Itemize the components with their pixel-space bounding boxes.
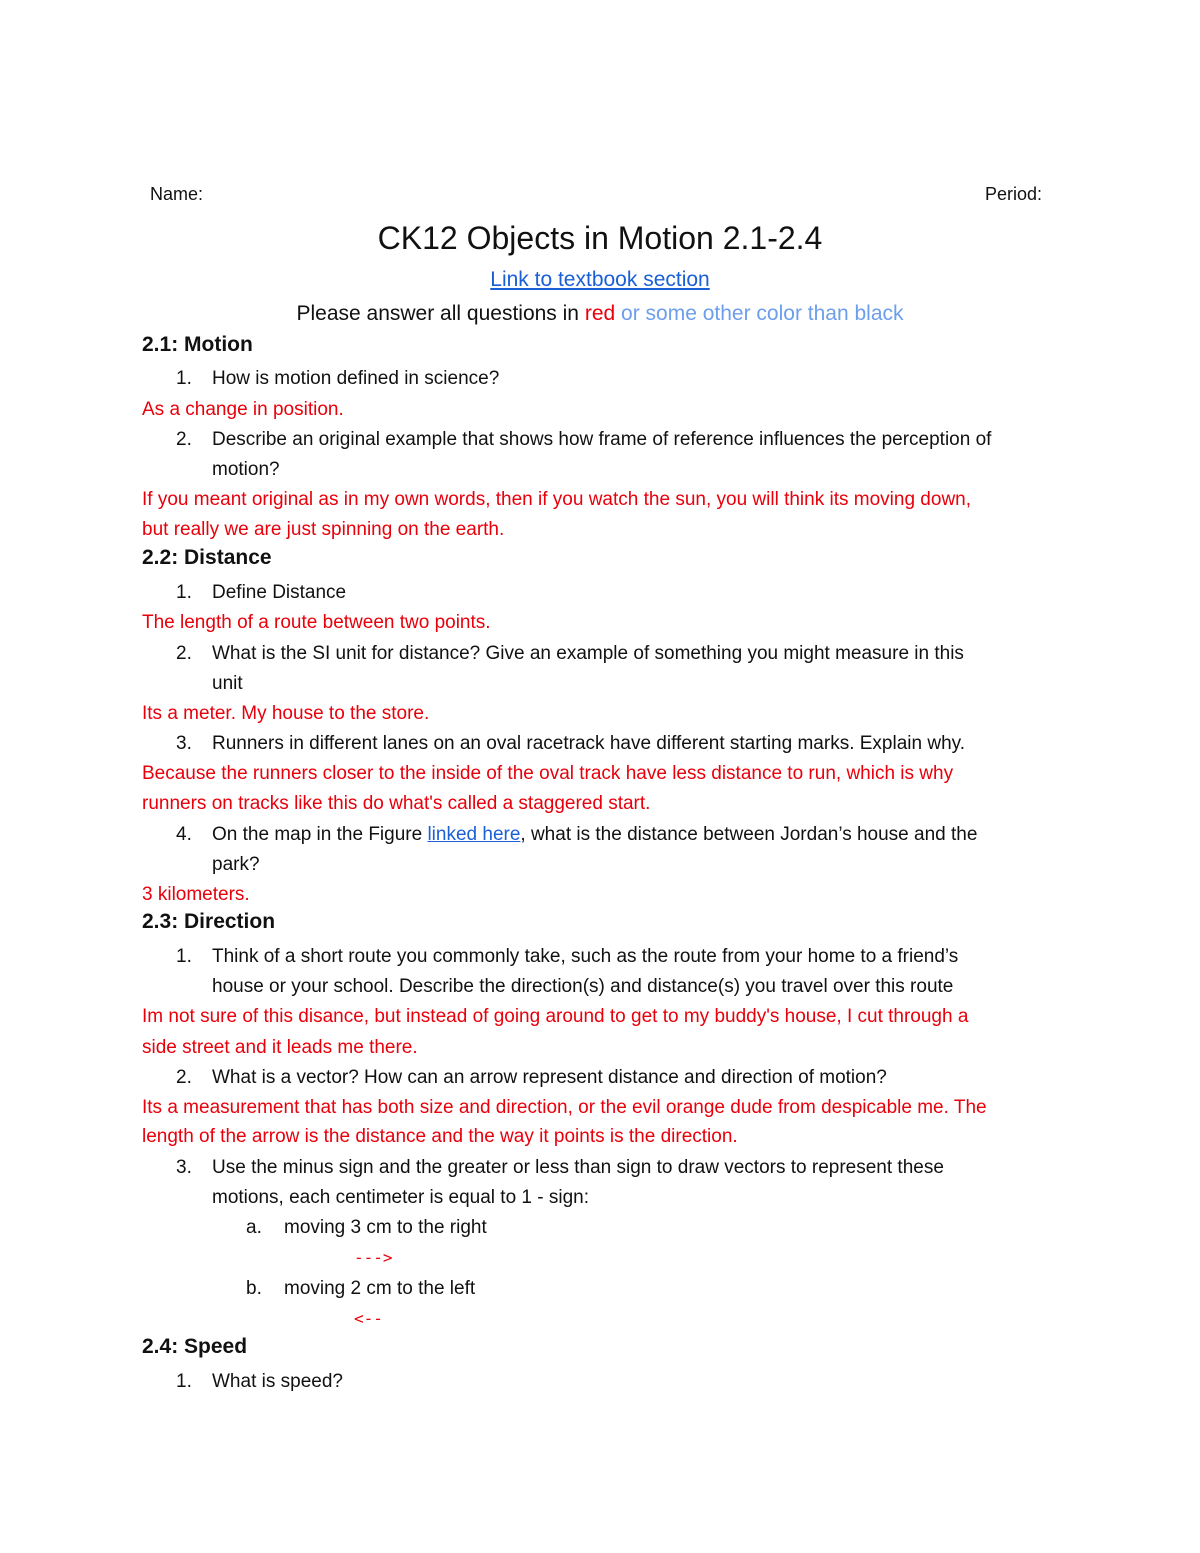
vector-answer-right: --->	[354, 1248, 393, 1267]
question-text-post: , what is the distance between Jordan’s house and the	[520, 824, 978, 845]
question-text-pre: On the map in the Figure	[212, 824, 428, 845]
answer-text: runners on tracks like this do what's called a staggered start.	[142, 793, 651, 814]
answer-text: 3 kilometers.	[142, 884, 250, 905]
question-number: 2.	[176, 429, 192, 450]
period-label: Period:	[985, 184, 1043, 204]
question-text: motions, each centimeter is equal to 1 - sign:	[212, 1187, 590, 1208]
instructions	[0, 299, 1200, 329]
question-number: 1.	[176, 946, 192, 967]
vector-answer-left: <--	[354, 1309, 383, 1328]
instructions-part1: Please answer all questions in	[296, 302, 585, 325]
answer-text: Its a measurement that has both size and direction, or the evil orange dude from despicable me. The	[142, 1097, 987, 1118]
question-text: unit	[212, 673, 243, 694]
answer-text: side street and it leads me there.	[142, 1037, 418, 1058]
question-text: house or your school. Describe the direction(s) and distance(s) you travel over this route	[212, 976, 954, 997]
instructions-red-word: red	[584, 302, 616, 325]
name-label: Name:	[150, 184, 204, 204]
question-text: What is a vector? How can an arrow represent distance and direction of motion?	[212, 1067, 887, 1088]
answer-text: The length of a route between two points.	[142, 612, 491, 633]
figure-link[interactable]: linked here	[427, 824, 521, 845]
question-number: 3.	[176, 733, 192, 754]
question-number: 4.	[176, 824, 192, 845]
question-text: Think of a short route you commonly take, such as the route from your home to a friend’s	[212, 946, 959, 967]
page-title: CK12 Objects in Motion 2.1-2.4	[377, 220, 823, 256]
section-heading-speed: 2.4: Speed	[142, 1335, 248, 1358]
section-heading-direction: 2.3: Direction	[142, 910, 276, 933]
subquestion-marker: b.	[246, 1278, 262, 1299]
answer-text: but really we are just spinning on the earth.	[142, 519, 505, 540]
question-number: 2.	[176, 1067, 192, 1088]
question-text: What is the SI unit for distance? Give an example of something you might measure in this	[212, 643, 964, 664]
subquestion-marker: a.	[246, 1217, 262, 1238]
question-text: Define Distance	[212, 582, 347, 603]
question-text: Runners in different lanes on an oval racetrack have different starting marks. Explain why.	[212, 733, 966, 754]
question-text: Use the minus sign and the greater or less than sign to draw vectors to represent these	[212, 1157, 944, 1178]
question-number: 1.	[176, 1371, 192, 1392]
question-text: How is motion defined in science?	[212, 368, 500, 389]
answer-text: If you meant original as in my own words, then if you watch the sun, you will think its moving down,	[142, 489, 972, 510]
answer-text: Im not sure of this disance, but instead of going around to get to my buddy's house, I cut through a	[142, 1006, 969, 1027]
question-text: park?	[212, 854, 260, 875]
answer-text: length of the arrow is the distance and the way it points is the direction.	[142, 1126, 738, 1147]
question-number: 1.	[176, 368, 192, 389]
instructions-part2: or some other color than black	[615, 302, 904, 325]
question-text: What is speed?	[212, 1371, 343, 1392]
question-number: 3.	[176, 1157, 192, 1178]
subquestion-text: moving 3 cm to the right	[284, 1217, 487, 1238]
question-text: motion?	[212, 459, 280, 480]
section-heading-distance: 2.2: Distance	[142, 546, 272, 569]
answer-text: Its a meter. My house to the store.	[142, 703, 430, 724]
section-heading-motion: 2.1: Motion	[142, 333, 253, 356]
answer-text: As a change in position.	[142, 399, 344, 420]
textbook-link[interactable]: Link to textbook section	[490, 268, 710, 291]
subquestion-text: moving 2 cm to the left	[284, 1278, 476, 1299]
question-text: Describe an original example that shows how frame of reference influences the perception of	[212, 429, 992, 450]
question-number: 1.	[176, 582, 192, 603]
question-text	[212, 820, 977, 850]
answer-text: Because the runners closer to the inside of the oval track have less distance to run, which is why	[142, 763, 954, 784]
textbook-link-wrapper	[0, 265, 1200, 295]
question-number: 2.	[176, 643, 192, 664]
